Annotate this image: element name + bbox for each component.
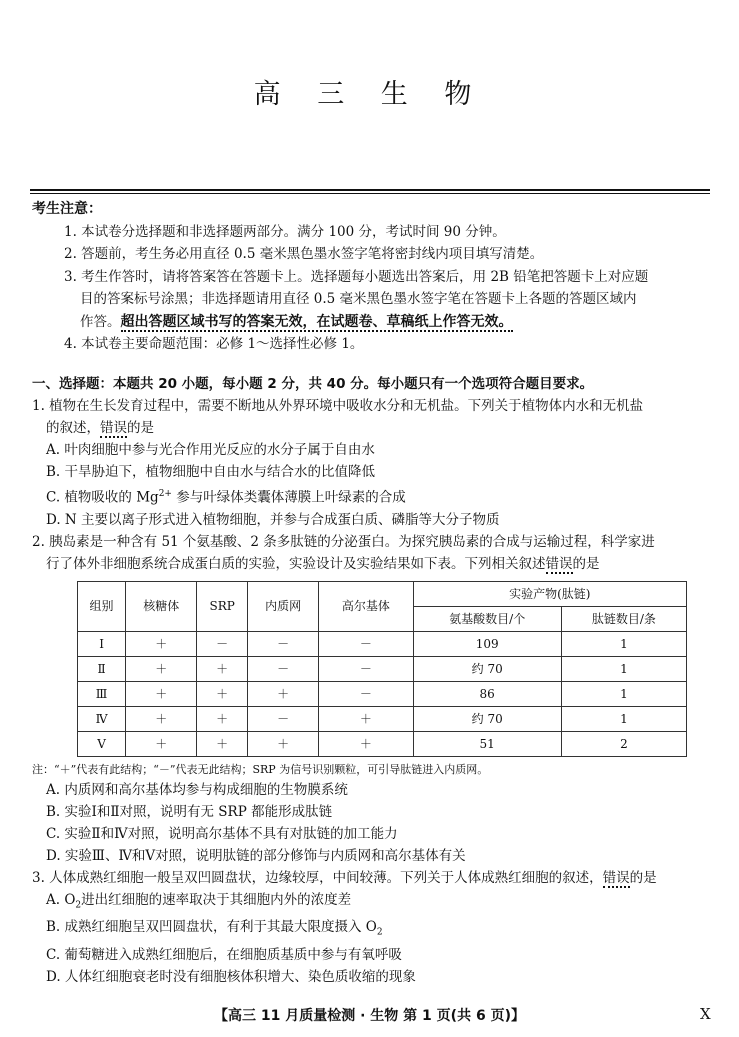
table-cell: 1	[561, 631, 686, 656]
table-cell: ＋	[126, 681, 197, 706]
table-cell: ＋	[197, 656, 248, 681]
notice-item-3-plain: 作答。	[80, 313, 121, 330]
q2-option-c: C. 实验Ⅱ和Ⅳ对照，说明高尔基体不具有对肽链的加工能力	[46, 825, 398, 842]
table-note: 注：“＋”代表有此结构；“－”代表无此结构；SRP 为信号识别颗粒，可引导肽链进入内质网。	[32, 762, 489, 776]
q1-stem-cont	[32, 417, 732, 439]
q3-option-a-text: A. O	[46, 891, 76, 908]
table-cell: 109	[413, 631, 561, 656]
table-cell: 1	[561, 681, 686, 706]
table-cell: ＋	[126, 706, 197, 731]
header-er: 内质网	[248, 581, 319, 631]
table-cell: ＋	[126, 731, 197, 756]
table-cell: ＋	[319, 731, 413, 756]
q1-stem: 1. 植物在生长发育过程中，需要不断地从外界环境中吸收水分和无机盐。下列关于植物体内水和无机盐	[32, 398, 644, 414]
notice-item-3-emphasis: 超出答题区域书写的答案无效，在试题卷、草稿纸上作答无效。	[120, 313, 513, 330]
page-title: 高 三 生 物	[253, 79, 486, 110]
section-heading: 一、选择题：本题共 20 小题，每小题 2 分，共 40 分。每小题只有一个选项符合题目要求。	[32, 376, 594, 392]
paper-code: X	[700, 1005, 711, 1023]
table-cell: ＋	[248, 731, 319, 756]
notice-heading: 考生注意：	[32, 201, 102, 217]
q3-option-a-sub: 2	[75, 900, 82, 911]
experiment-table	[77, 581, 687, 757]
q1-option-c-sup: 2+	[158, 489, 172, 499]
table-cell: 约 70	[413, 656, 561, 681]
table-cell: 1	[561, 706, 686, 731]
table-row	[78, 706, 687, 731]
q1-option-c	[32, 483, 732, 509]
q3-stem-end: 的是	[629, 869, 657, 886]
table-row	[78, 631, 687, 656]
exam-notice	[32, 198, 722, 356]
table-cell: Ⅳ	[78, 706, 126, 731]
table-row	[78, 656, 687, 681]
q2-option-b: B. 实验Ⅰ和Ⅱ对照，说明有无 SRP 都能形成肽链	[46, 803, 333, 820]
q2-stem: 2. 胰岛素是一种含有 51 个氨基酸、2 条多肽链的分泌蛋白。为探究胰岛素的合成与运输过程，科学家进	[32, 533, 655, 550]
table-cell: 2	[561, 731, 686, 756]
subheader-amino-acids: 氨基酸数目/个	[413, 606, 561, 631]
table-cell: －	[248, 631, 319, 656]
table-cell: 1	[561, 656, 686, 681]
header-product: 实验产物(肽链)	[413, 581, 686, 606]
table-row	[78, 731, 687, 756]
divider-line	[30, 189, 710, 191]
q1-option-c-text: C. 植物吸收的 Mg	[46, 489, 159, 506]
table-cell: ＋	[197, 731, 248, 756]
q2-stem-text: 行了体外非细胞系统合成蛋白质的实验，实验设计及实验结果如下表。下列相关叙述	[46, 555, 546, 572]
q3-option-d: D. 人体红细胞衰老时没有细胞核体积增大、染色质收缩的现象	[46, 968, 416, 985]
q3-option-c: C. 葡萄糖进入成熟红细胞后，在细胞质基质中参与有氧呼吸	[46, 946, 402, 963]
table-cell: Ⅲ	[78, 681, 126, 706]
q1-stem-end: 的是	[127, 420, 154, 436]
header-golgi: 高尔基体	[319, 581, 413, 631]
notice-item-1: 1. 本试卷分选择题和非选择题两部分。满分 100 分，考试时间 90 分钟。	[64, 223, 506, 240]
q1-option-b: B. 干旱胁迫下，植物细胞中自由水与结合水的比值降低	[46, 464, 376, 480]
header-ribosome: 核糖体	[126, 581, 197, 631]
table-cell: 约 70	[413, 706, 561, 731]
q3-option-b-text: B. 成熟红细胞呈双凹圆盘状，有利于其最大限度摄入 O	[46, 919, 377, 936]
notice-item-4: 4. 本试卷主要命题范围：必修 1～选择性必修 1。	[64, 336, 364, 352]
table-cell: ＋	[319, 706, 413, 731]
table-cell: Ⅰ	[78, 631, 126, 656]
table-cell: Ⅱ	[78, 656, 126, 681]
table-cell: －	[319, 656, 413, 681]
q3-stem	[32, 867, 732, 889]
subheader-chains: 肽链数目/条	[561, 606, 686, 631]
q3-option-a	[32, 889, 732, 917]
table-cell: －	[197, 631, 248, 656]
q3-stem-text: 3. 人体成熟红细胞一般呈双凹圆盘状，边缘较厚，中间较薄。下列关于人体成熟红细胞的叙述，	[32, 869, 603, 886]
q2-stem-cont	[32, 553, 732, 575]
q1-option-c-end: 参与叶绿体类囊体薄膜上叶绿素的合成	[171, 489, 406, 506]
table-cell: 86	[413, 681, 561, 706]
table-cell: ＋	[126, 656, 197, 681]
q2-option-d: D. 实验Ⅲ、Ⅳ和Ⅴ对照，说明肽链的部分修饰与内质网和高尔基体有关	[46, 847, 466, 864]
q1-option-d: D. N 主要以离子形式进入植物细胞，并参与合成蛋白质、磷脂等大分子物质	[46, 511, 500, 528]
table-cell: 51	[413, 731, 561, 756]
q2-stem-end: 的是	[572, 555, 600, 572]
table-cell: －	[319, 681, 413, 706]
table-cell: ＋	[126, 631, 197, 656]
page-footer: 【高三 11 月质量检测 · 生物 第 1 页(共 6 页)】	[214, 1008, 525, 1024]
header-group: 组别	[78, 581, 126, 631]
table-cell: ＋	[248, 681, 319, 706]
q1-option-a: A. 叶肉细胞中参与光合作用光反应的水分子属于自由水	[46, 442, 375, 458]
choice-section	[32, 373, 732, 988]
table-cell: Ⅴ	[78, 731, 126, 756]
table-body	[78, 631, 687, 756]
table-cell: ＋	[197, 681, 248, 706]
table-cell: ＋	[197, 706, 248, 731]
table-cell: －	[248, 706, 319, 731]
notice-item-3-cont2	[32, 311, 722, 334]
q3-emphasis: 错误	[602, 869, 630, 886]
divider-line-thin	[30, 193, 710, 194]
notice-item-2: 2. 答题前，考生务必用直径 0.5 毫米黑色墨水签字笔将密封线内项目填写清楚。	[64, 246, 544, 262]
q2-emphasis: 错误	[545, 555, 573, 572]
q2-option-a: A. 内质网和高尔基体均参与构成细胞的生物膜系统	[46, 781, 348, 798]
q1-emphasis: 错误	[100, 420, 127, 436]
q1-stem-text: 的叙述，	[46, 420, 100, 436]
notice-item-3-cont: 目的答案标号涂黑；非选择题请用直径 0.5 毫米黑色墨水签字笔在答题卡上各题的答题区域内	[80, 291, 637, 307]
table-cell: －	[248, 656, 319, 681]
notice-item-3: 3. 考生作答时，请将答案答在答题卡上。选择题每小题选出答案后，用 2B 铅笔把答题卡上对应题	[64, 268, 649, 285]
q3-option-b-sub: 2	[376, 927, 383, 938]
q3-option-b	[32, 916, 732, 944]
table-row	[78, 681, 687, 706]
q3-option-a-end: 进出红细胞的速率取决于其细胞内外的浓度差	[81, 891, 352, 908]
header-srp: SRP	[197, 581, 248, 631]
table-cell: －	[319, 631, 413, 656]
